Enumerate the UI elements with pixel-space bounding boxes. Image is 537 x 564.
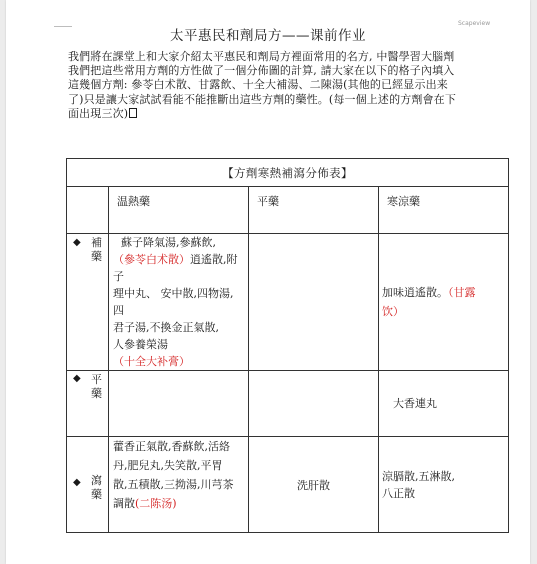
cell-line: 散,五積散,三拗湯,川芎茶 [113, 478, 234, 491]
cell-line: 丹,肥兒丸,失笑散,平胃 [113, 459, 223, 472]
row-label-chars: 瀉 藥 [91, 474, 102, 501]
row-label-neutral [67, 371, 109, 437]
corner-mark-right: Scapeview [458, 20, 491, 27]
cell-line: 八正散 [382, 486, 415, 500]
row-label-chars: 平 藥 [91, 373, 102, 400]
intro-line: 了)只是讓大家試試看能不能推斷出這些方劑的藥性。(每一個上述的方劑會在下 [68, 92, 456, 106]
answer-text: （參苓白术散） [113, 253, 190, 266]
cell-line: 人參養榮湯 （十全大补膏） [113, 338, 190, 368]
answer-text: （十全大补膏） [113, 355, 190, 368]
cell-tonify-neutral [249, 234, 379, 371]
intro-line: 這幾個方劑: 參苓白术散、甘露飲、十全大補湯、二陳湯(其他的已經显示出来 [68, 78, 448, 92]
page-title: 太平惠民和劑局方——课前作业 [170, 28, 366, 44]
cell-purge-warm [109, 437, 249, 533]
table-caption: 【方劑寒熱補瀉分佈表】 [222, 165, 353, 180]
column-header-cool: 寒涼藥 [379, 187, 509, 234]
corner-cell [67, 187, 109, 234]
cell-line: 涼膈散,五淋散, [382, 469, 455, 483]
intro-line: 面出現三次) [68, 106, 129, 120]
diamond-bullet-icon: ◆ [73, 373, 81, 384]
cell-line: 大香連丸 [393, 397, 437, 410]
cell-purge-neutral [249, 437, 379, 533]
cell-line: 君子湯,不換金正氣散, [113, 321, 219, 334]
cell-line: （參苓白术散）逍遙散,附子 [113, 253, 238, 283]
cell-line: 藿香正氣散,香蘇飲,活絡 [113, 440, 230, 453]
diamond-bullet-icon: ◆ [73, 237, 81, 248]
cell-purge-cool [379, 437, 509, 533]
row-label-purge [67, 437, 109, 533]
cell-line: 加味逍遙散。（甘露 [382, 286, 476, 299]
column-header-warm: 温熱藥 [109, 187, 249, 234]
intro-paragraph [68, 50, 468, 121]
cell-line: 調散(二陈汤) [113, 497, 177, 510]
table-caption-cell [67, 159, 509, 187]
intro-line: 我們把這些常用方劑的方性做了一個分佈圖的計算, 請大家在以下的格子內填入 [68, 64, 455, 78]
diamond-bullet-icon: ◆ [73, 477, 81, 488]
answer-text: (二陈汤) [135, 497, 177, 510]
answer-text: （甘露 [448, 286, 476, 299]
cell-tonify-cool [379, 234, 509, 371]
cell-neutral-cool [379, 371, 509, 437]
cell-line [382, 302, 504, 321]
row-label-tonify [67, 234, 109, 371]
cell-neutral-warm [109, 371, 249, 437]
intro-line-last [68, 107, 468, 121]
checkbox-glyph [129, 108, 137, 118]
answer-text: 饮） [382, 305, 404, 318]
column-header-neutral: 平藥 [249, 187, 379, 234]
distribution-table [66, 158, 509, 533]
intro-line: 我們將在課堂上和大家介紹太平惠民和劑局方裡面常用的名方, 中醫學習大腦劑 [68, 50, 455, 63]
cell-neutral-neutral [249, 371, 379, 437]
row-label-chars: 補 藥 [91, 236, 102, 263]
cell-tonify-warm [109, 234, 249, 371]
document-page [6, 0, 530, 564]
cell-line: 蘇子降氣湯,參蘇飲, [121, 236, 216, 249]
cell-line: 洗肝散 [297, 478, 330, 492]
cell-line: 理中丸、 安中散,四物湯,四 [113, 287, 234, 317]
